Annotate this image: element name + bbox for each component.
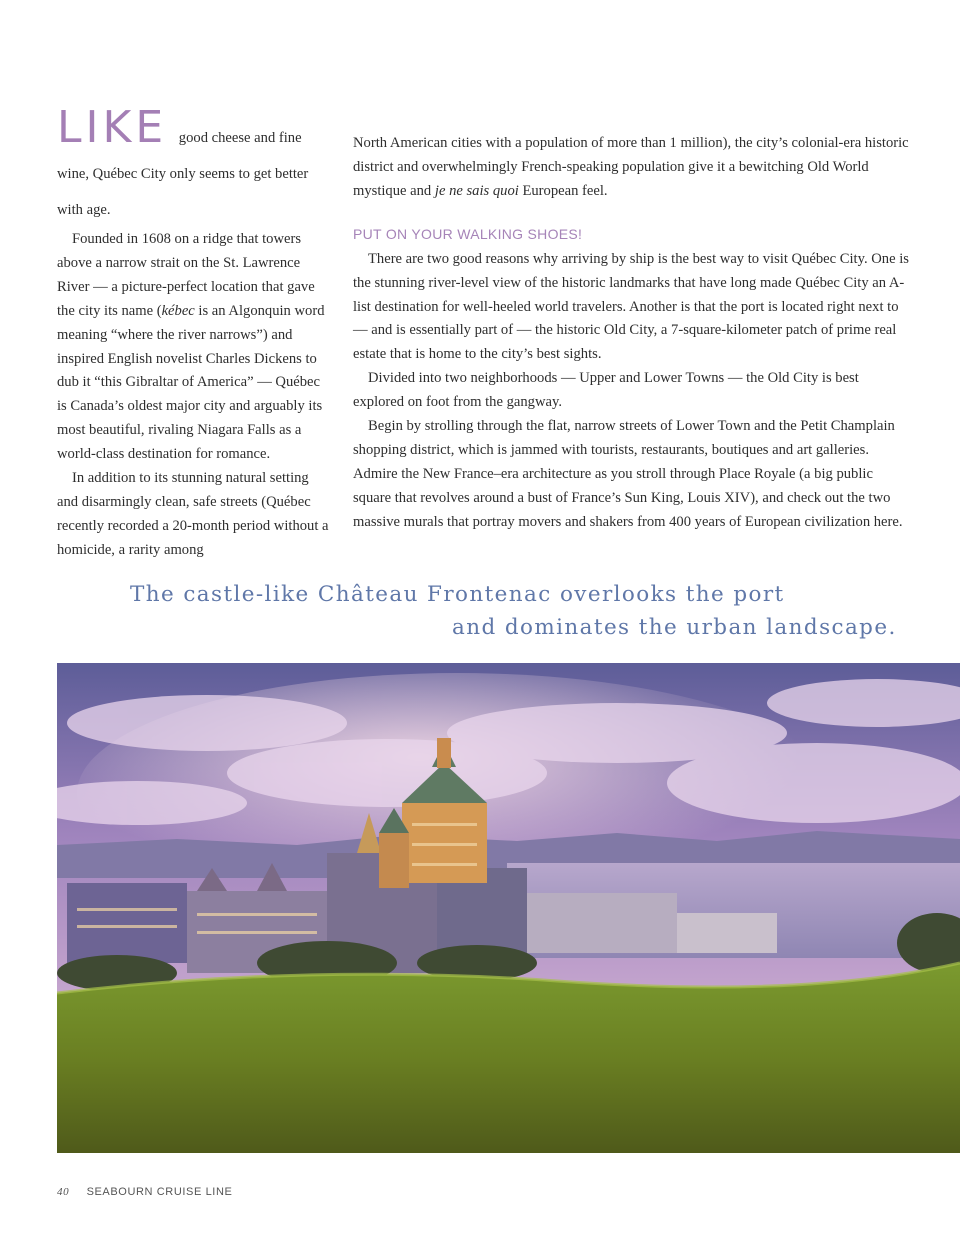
- italic-phrase: je ne sais quoi: [434, 182, 519, 199]
- chateau-frontenac-photo: [57, 663, 960, 1153]
- paragraph: Begin by strolling through the flat, narrow streets of Lower Town and the Petit Champlain shopping district, which is jammed with tourists, restaurants, boutiques and art galleries. Admire the New France–era architecture as you stroll through Place Royale (a big public square that revolves around a bust of France’s Sun King, Louis XIV), and check out the two massive murals that portray movers and shakers from 400 years of European civilization here.: [353, 418, 903, 530]
- paragraph: [57, 228, 329, 467]
- pull-quote-line-1: The castle-like Château Frontenac overlooks the port: [130, 582, 785, 607]
- paragraph-text: is an Algonquin word meaning “where the river narrows”) and inspired English novelist Charles Dickens to dub it “this Gibraltar of America” — Québec is Canada’s oldest major city and arguably its most beautiful, rivaling Niagara Falls as a world-class destination for romance.: [57, 302, 325, 463]
- article-left-column: [57, 102, 329, 563]
- section-subhead: PUT ON YOUR WALKING SHOES!: [353, 225, 583, 242]
- italic-term: kébec: [161, 302, 195, 319]
- landscape-illustration: [57, 663, 960, 1153]
- paragraph: [57, 467, 329, 563]
- article-right-column: [353, 132, 913, 535]
- paragraph-text: Founded in 1608 on a ridge that towers above a narrow strait on the St. Lawrence River — a picture-perfect location that gave the city its name (: [57, 231, 315, 319]
- publication-name: SEABOURN CRUISE LINE: [86, 1186, 233, 1198]
- paragraph-text: European feel.: [518, 182, 608, 199]
- paragraph: There are two good reasons why arriving by ship is the best way to visit Québec City. One is the stunning river-level view of the historic landmarks that have long made Québec City an A-list destination for well-heeled world travelers. Another is that the port is located right next to — and is essentially part of — the historic Old City, a 7-square-kilometer patch of prime real estate that is home to the city’s best sights.: [353, 250, 909, 363]
- drop-cap-word: LIKE: [57, 102, 168, 153]
- paragraph: [353, 132, 913, 204]
- paragraph-text: In addition to its stunning natural setting and disarmingly clean, safe streets (Québec recently recorded a 20-month period without a homicide, a rarity among: [57, 470, 329, 558]
- page-number: 40: [57, 1186, 70, 1198]
- page-footer: [57, 1186, 232, 1198]
- grass-hillside: [57, 963, 960, 1153]
- pull-quote-line-2: and dominates the urban landscape.: [452, 615, 897, 640]
- paragraph: Divided into two neighborhoods — Upper and Lower Towns — the Old City is best explored on foot from the gangway.: [353, 370, 859, 411]
- opening-paragraph: [57, 102, 329, 228]
- paragraph-text: good cheese and fine wine, Québec City only seems to get better with age.: [57, 130, 309, 218]
- paragraph-text: North American cities with a population of more than 1 million), the city’s colonial-era historic district and overwhelmingly French-speaking population give it a bewitching Old World mystique and: [353, 135, 909, 199]
